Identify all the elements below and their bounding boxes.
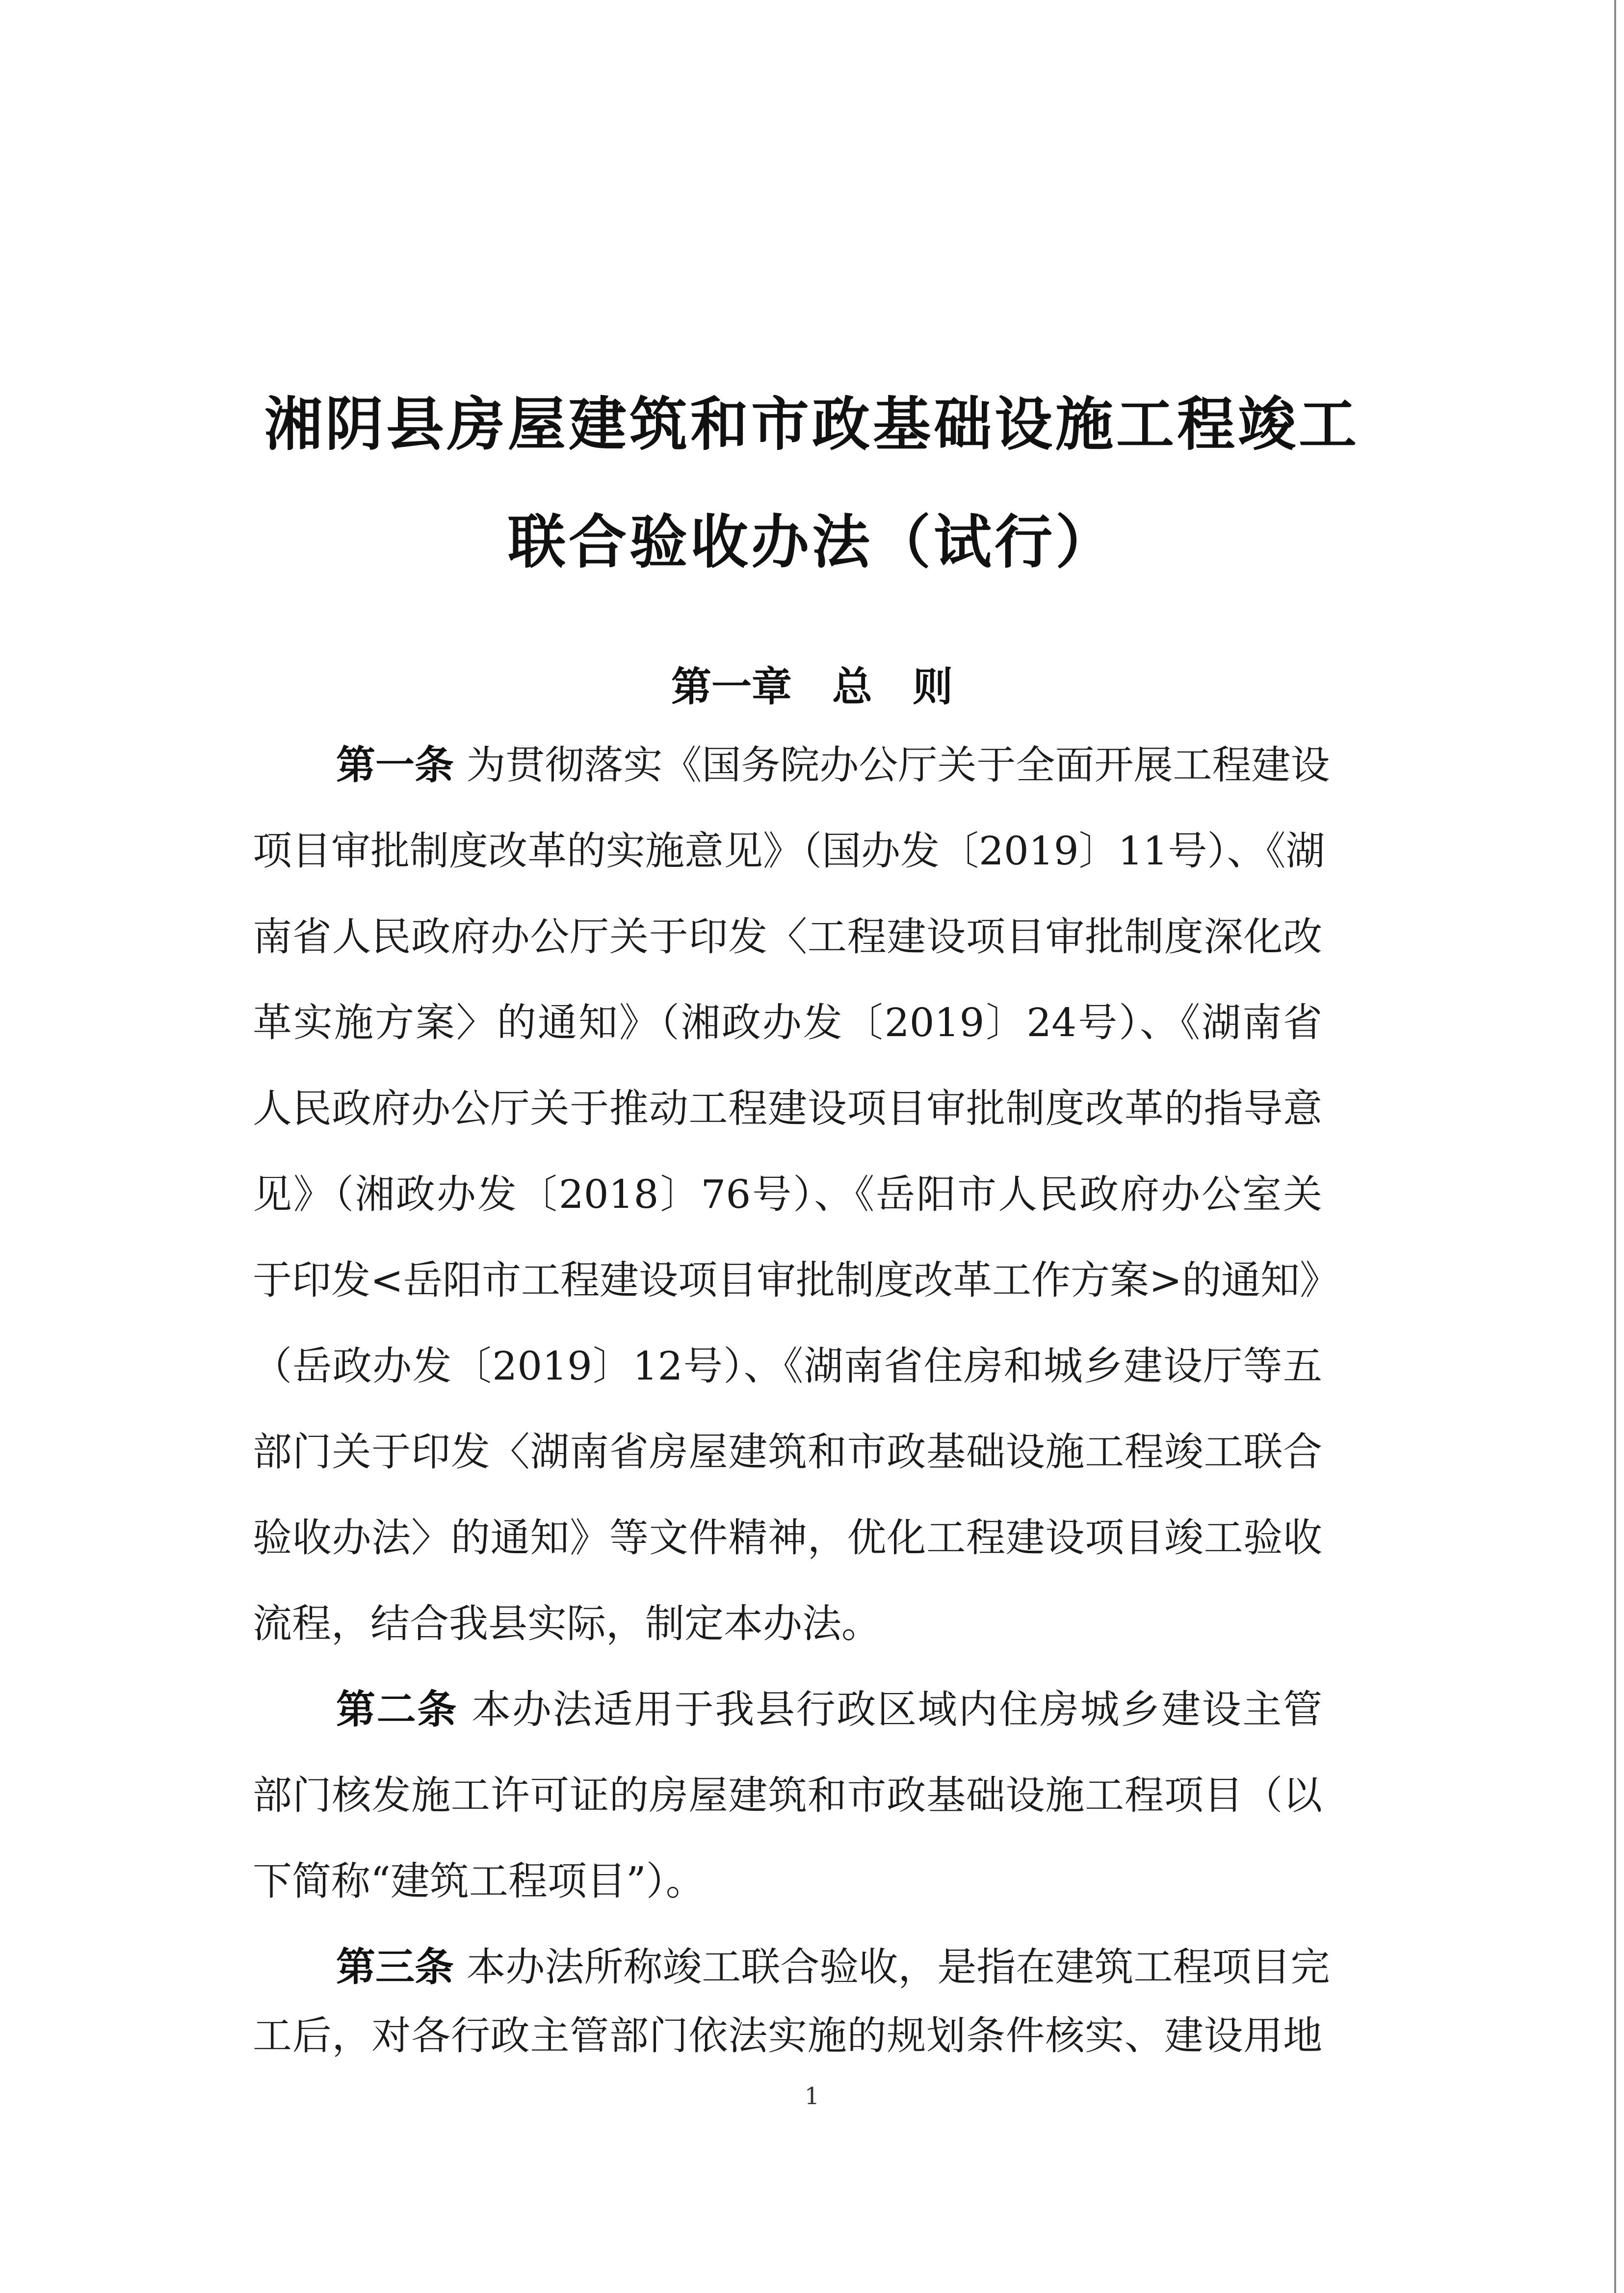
article-1-line-4: 革实施方案〉的通知》（湘政办发〔2019〕24号）、《湖南省 xyxy=(253,1000,1322,1045)
article-2-text: 本办法适用于我县行政区域内住房城乡建设主管 xyxy=(471,1687,1323,1732)
article-2-line-2: 部门核发施工许可证的房屋建筑和市政基础设施工程项目（以 xyxy=(253,1772,1322,1818)
article-1-line-5: 人民政府办公厅关于推动工程建设项目审批制度改革的指导意 xyxy=(253,1086,1322,1131)
article-1-line-1 xyxy=(336,741,1330,790)
article-2-line-1 xyxy=(336,1685,1322,1734)
page-number: 1 xyxy=(804,2083,820,2110)
article-3-text: 本办法所称竣工联合验收，是指在建筑工程项目完 xyxy=(466,1944,1330,1990)
article-1-label: 第一条 xyxy=(336,742,454,788)
chapter-heading: 第一章 总 则 xyxy=(671,664,953,710)
article-1-line-9: 部门关于印发〈湖南省房屋建筑和市政基础设施工程竣工联合 xyxy=(253,1429,1322,1475)
scan-edge-line xyxy=(1614,0,1616,2293)
article-2-line-3: 下简称“建筑工程项目”）。 xyxy=(253,1858,705,1904)
article-2-label: 第二条 xyxy=(336,1687,458,1732)
article-1-line-10: 验收办法〉的通知》等文件精神，优化工程建设项目竣工验收 xyxy=(253,1515,1322,1561)
article-1-line-8: （岳政办发〔2019〕12号）、《湖南省住房和城乡建设厅等五 xyxy=(253,1343,1322,1389)
article-1-line-6: 见》（湘政办发〔2018〕76号）、《岳阳市人民政府办公室关 xyxy=(253,1172,1322,1217)
article-1-line-3: 南省人民政府办公厅关于印发〈工程建设项目审批制度深化改 xyxy=(253,914,1322,960)
article-3-line-2: 工后，对各行政主管部门依法实施的规划条件核实、建设用地 xyxy=(253,2013,1322,2058)
article-1-line-7: 于印发<岳阳市工程建设项目审批制度改革工作方案>的通知》 xyxy=(253,1257,1339,1303)
document-title-line-2: 联合验收办法（试行） xyxy=(507,508,1116,576)
article-3-line-1 xyxy=(336,1943,1330,1992)
document-title-line-1: 湘阴县房屋建筑和市政基础设施工程竣工 xyxy=(264,391,1360,458)
article-1-line-11: 流程，结合我县实际，制定本办法。 xyxy=(253,1601,881,1646)
article-3-label: 第三条 xyxy=(336,1944,454,1990)
article-1-text: 为贯彻落实《国务院办公厅关于全面开展工程建设 xyxy=(466,742,1330,788)
article-1-line-2: 项目审批制度改革的实施意见》（国办发〔2019〕11号）、《湖 xyxy=(253,828,1325,874)
